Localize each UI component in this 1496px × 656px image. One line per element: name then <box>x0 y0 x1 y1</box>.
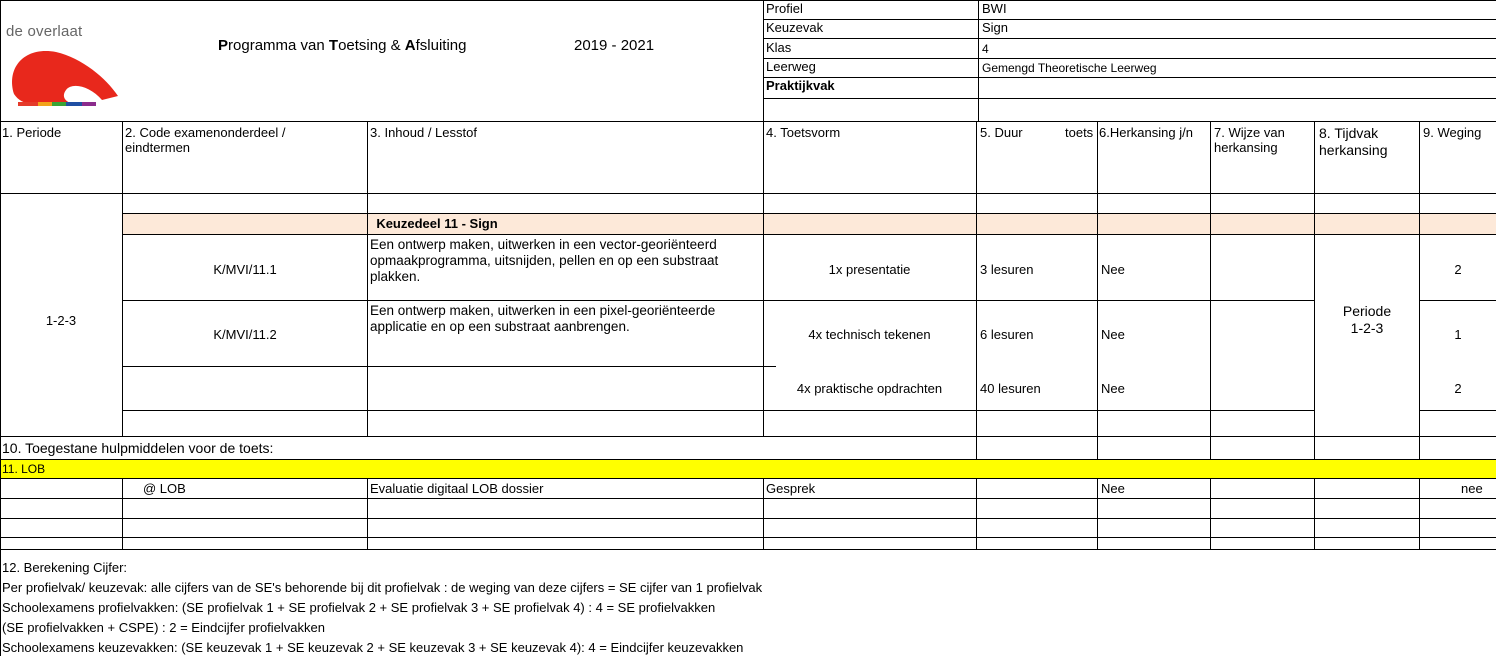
row1-inhoud: Een ontwerp maken, uitwerken in een vector-georiënteerd opmaakprogramma, uitsnijden, pellen en op een substraat plakken. <box>370 237 719 284</box>
section-title: Keuzedeel 11 - Sign <box>376 216 498 231</box>
tijdvak-value: Periode 1-2-3 <box>1342 303 1392 336</box>
hulpmiddelen-label: 10. Toegestane hulpmiddelen voor de toets: <box>2 440 274 456</box>
info-value-klas: 4 <box>982 42 989 56</box>
logo-text: de overlaat <box>6 23 83 40</box>
berekening-line: Schoolexamens profielvakken: (SE profielvak 1 + SE profielvak 2 + SE profielvak 3 + SE profielvak 4) : 4 = SE profielvakken <box>2 600 716 615</box>
info-value-keuzevak: Sign <box>982 20 1009 35</box>
school-years: 2019 - 2021 <box>574 37 655 54</box>
row2-inhoud: Een ontwerp maken, uitwerken in een pixel-georiënteerde applicatie en op een substraat aanbrengen. <box>370 303 716 334</box>
row2-code: K/MVI/11.2 <box>213 327 277 342</box>
lob-weging: nee <box>1461 481 1483 496</box>
row2-duur: 6 lesuren <box>980 327 1034 342</box>
periode-value: 1-2-3 <box>45 313 77 328</box>
berekening-title: 12. Berekening Cijfer: <box>2 560 128 575</box>
lob-code: @ LOB <box>143 481 186 496</box>
col-header-herkansing: 6.Herkansing j/n <box>1099 125 1193 140</box>
row3-weging: 2 <box>1454 381 1462 396</box>
lob-band <box>0 460 1496 478</box>
row1-toetsvorm: 1x presentatie <box>828 262 911 277</box>
col-header-duur-toets: toets <box>1065 125 1094 140</box>
info-value-profiel: BWI <box>982 1 1007 16</box>
row1-herkansing: Nee <box>1101 262 1125 277</box>
row3-herkansing: Nee <box>1101 381 1125 396</box>
berekening-line: Per profielvak/ keuzevak: alle cijfers van de SE's behorende bij dit profielvak : de weging van deze cijfers = SE cijfer van 1 profielvak <box>2 580 763 595</box>
berekening-line: (SE profielvakken + CSPE) : 2 = Eindcijfer profielvakken <box>2 620 325 635</box>
col-header-periode: 1. Periode <box>2 125 62 140</box>
row1-code: K/MVI/11.1 <box>213 262 277 277</box>
row3-duur: 40 lesuren <box>980 381 1041 396</box>
col-header-duur: 5. Duur <box>980 125 1023 140</box>
lob-label: 11. LOB <box>2 462 46 476</box>
lob-toetsvorm: Gesprek <box>766 481 816 496</box>
info-label-praktijkvak: Praktijkvak <box>766 78 835 93</box>
row2-herkansing: Nee <box>1101 327 1125 342</box>
row1-weging: 2 <box>1454 262 1462 277</box>
info-label-klas: Klas <box>766 40 792 55</box>
page-title: Programma van Toetsing & Afsluiting <box>218 37 467 54</box>
info-value-leerweg: Gemengd Theoretische Leerweg <box>982 61 1157 75</box>
info-label-profiel: Profiel <box>766 1 803 16</box>
school-logo-icon <box>6 42 124 110</box>
row2-weging: 1 <box>1454 327 1462 342</box>
col-header-tijdvak: 8. Tijdvak herkansing <box>1319 125 1388 158</box>
row1-duur: 3 lesuren <box>980 262 1034 277</box>
row3-toetsvorm: 4x praktische opdrachten <box>796 381 943 396</box>
section-title-band <box>123 214 1496 234</box>
berekening-line: Schoolexamens keuzevakken: (SE keuzevak 1 + SE keuzevak 2 + SE keuzevak 3 + SE keuzevak 4): 4 = Eindcijfer keuzevakken <box>2 640 744 655</box>
lob-inhoud: Evaluatie digitaal LOB dossier <box>370 481 544 496</box>
info-label-keuzevak: Keuzevak <box>766 20 824 35</box>
col-header-wijze: 7. Wijze van herkansing <box>1214 125 1285 155</box>
lob-herkansing: Nee <box>1101 481 1125 496</box>
col-header-weging: 9. Weging <box>1423 125 1482 140</box>
col-header-toetsvorm: 4. Toetsvorm <box>766 125 841 140</box>
col-header-code: 2. Code examenonderdeel / eindtermen <box>125 125 286 155</box>
col-header-inhoud: 3. Inhoud / Lesstof <box>370 125 477 140</box>
info-label-leerweg: Leerweg <box>766 59 816 74</box>
row2-toetsvorm: 4x technisch tekenen <box>808 327 931 342</box>
